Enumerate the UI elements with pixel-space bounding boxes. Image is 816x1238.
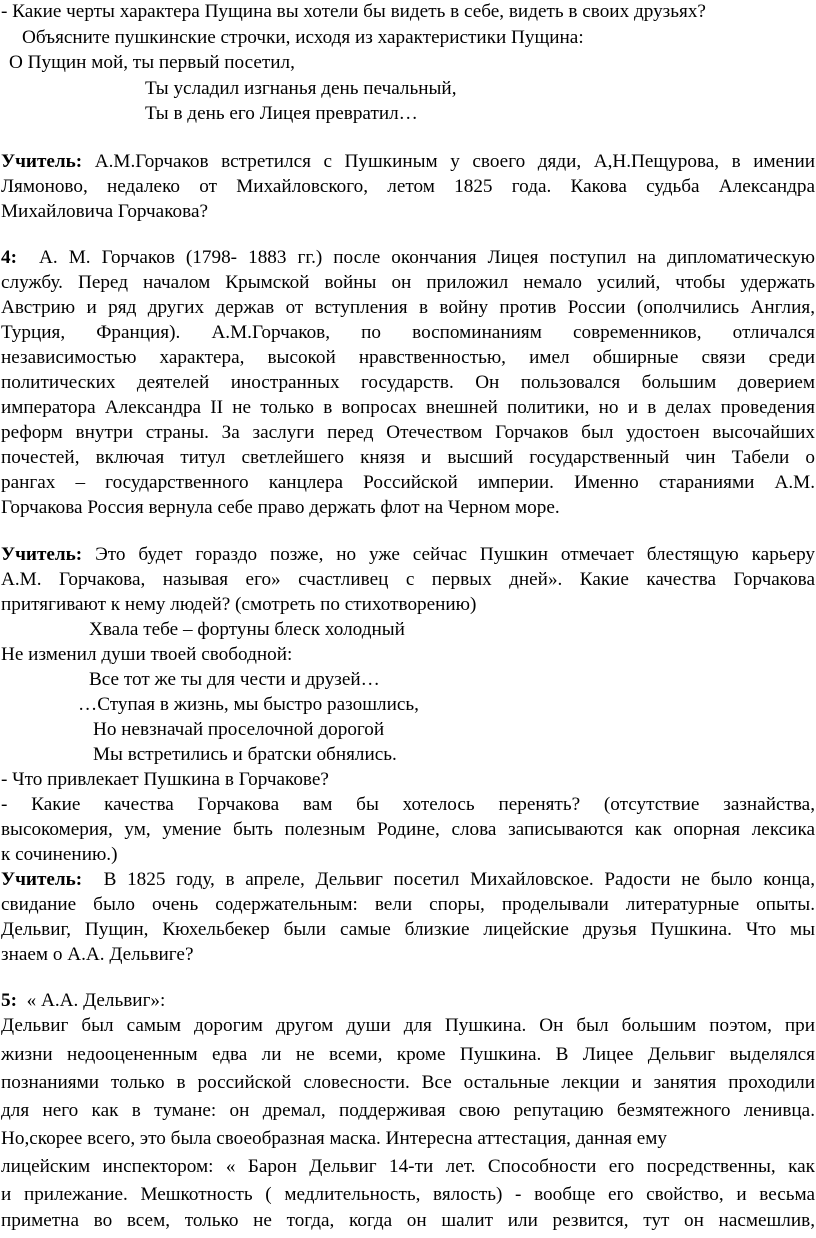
section-5-line: лицейским инспектором: « Барон Дельвиг 14-ти лет. Способности его посредственны, как bbox=[1, 1156, 815, 1177]
section-4-line: рангах – государственного канцлера Российской империи. Именно стараниями А.М. bbox=[1, 472, 815, 493]
section-4-line: службу. Перед началом Крымской войны он приложил немало усилий, чтобы удержать bbox=[1, 272, 815, 293]
poem-line: Мы встретились и братски обнялись. bbox=[93, 744, 397, 765]
section-5-line: жизни недооцененным едва ли не всеми, кроме Пушкина. В Лицее Дельвиг выделялся bbox=[1, 1044, 815, 1065]
poem-line: Ты в день его Лицея превратил… bbox=[145, 103, 418, 124]
question-line: - Какие качества Горчакова вам бы хотелось перенять? (отсутствие зазнайства, bbox=[1, 794, 815, 815]
teacher-paragraph-line: притягивают к нему людей? (смотреть по стихотворению) bbox=[1, 594, 477, 615]
poem-line: Ты усладил изгнанья день печальный, bbox=[145, 78, 457, 99]
section-5-line: для него как в тумане: он дремал, поддерживая свою репутацию безмятежного ленивца. bbox=[1, 1100, 815, 1121]
teacher-paragraph-line: Дельвиг, Пущин, Кюхельбекер были самые близкие лицейские друзья Пушкина. Что мы bbox=[1, 919, 815, 940]
section-4-line: почестей, включая титул светлейшего князя и высший государственный чин Табели о bbox=[1, 447, 815, 468]
section-5-heading: 5: « А.А. Дельвиг»: bbox=[1, 990, 166, 1011]
teacher-paragraph-line: знаем о А.А. Дельвиге? bbox=[1, 944, 194, 965]
section-4-line: Австрию и ряд других держав от вступления в войну против России (ополчились Англия, bbox=[1, 297, 815, 318]
teacher-label: Учитель: bbox=[1, 544, 83, 565]
teacher-paragraph-line: А.М. Горчакова, называя его» счастливец с первых дней». Какие качества Горчакова bbox=[1, 569, 815, 590]
section-5-line: и прилежание. Мешкотность ( медлительность, вялость) - вообще его свойство, и весьма bbox=[1, 1184, 815, 1205]
question-line: - Какие черты характера Пущина вы хотели бы видеть в себе, видеть в своих друзьях? bbox=[1, 1, 706, 22]
instruction-line: Объясните пушкинские строчки, исходя из характеристики Пущина: bbox=[22, 27, 584, 48]
section-4-line: императора Александра II не только в вопросах внешней политики, но и в делах проведения bbox=[1, 397, 815, 418]
teacher-paragraph-line: Учитель: В 1825 году, в апреле, Дельвиг посетил Михайловское. Радости не было конца, bbox=[1, 869, 815, 890]
poem-line: Хвала тебе – фортуны блеск холодный bbox=[89, 619, 405, 640]
section-4-line: Горчакова Россия вернула себе право держать флот на Черном море. bbox=[1, 497, 560, 518]
poem-line: Не изменил души твоей свободной: bbox=[1, 644, 293, 665]
section-5-line: приметна во всем, только не тогда, когда он шалит или резвится, тут он насмешлив, bbox=[1, 1210, 815, 1231]
section-number: 5: bbox=[1, 990, 17, 1011]
teacher-paragraph-line: Лямоново, недалеко от Михайловского, летом 1825 года. Какова судьба Александра bbox=[1, 176, 815, 197]
teacher-paragraph-line: свидание было очень содержательным: вели споры, проделывали литературные опыты. bbox=[1, 894, 815, 915]
section-4-line: 4: А. М. Горчаков (1798- 1883 гг.) после окончания Лицея поступил на дипломатическую bbox=[1, 247, 815, 268]
teacher-label: Учитель: bbox=[1, 869, 83, 890]
question-line: - Что привлекает Пушкина в Горчакове? bbox=[1, 769, 329, 790]
poem-line: Но невзначай проселочной дорогой bbox=[93, 719, 385, 740]
section-5-line: Дельвиг был самым дорогим другом души для Пушкина. Он был большим поэтом, при bbox=[1, 1015, 815, 1036]
teacher-paragraph-line: Михайловича Горчакова? bbox=[1, 201, 208, 222]
section-number: 4: bbox=[1, 247, 17, 268]
section-5-line: познаниями только в российской словесности. Все остальные лекции и занятия проходили bbox=[1, 1072, 815, 1093]
question-line: к сочинению.) bbox=[1, 844, 118, 865]
poem-line: Все тот же ты для чести и друзей… bbox=[89, 669, 380, 690]
teacher-label: Учитель: bbox=[1, 151, 83, 172]
section-4-line: реформ внутри страны. За заслуги перед Отечеством Горчаков был удостоен высочайших bbox=[1, 422, 815, 443]
section-4-line: независимостью характера, высокой нравственностью, имел обширные связи среди bbox=[1, 347, 815, 368]
section-4-line: Турция, Франция). А.М.Горчаков, по воспоминаниям современников, отличался bbox=[1, 322, 815, 343]
section-5-line: Но,скорее всего, это была своеобразная маска. Интересна аттестация, данная ему bbox=[1, 1128, 667, 1149]
section-4-line: политических деятелей иностранных государств. Он пользовался большим доверием bbox=[1, 372, 815, 393]
question-line: высокомерия, ум, умение быть полезным Родине, слова записываются как опорная лексика bbox=[1, 819, 815, 840]
poem-line: …Ступая в жизнь, мы быстро разошлись, bbox=[78, 694, 419, 715]
teacher-paragraph-line: Учитель: Это будет гораздо позже, но уже сейчас Пушкин отмечает блестящую карьеру bbox=[1, 544, 815, 565]
teacher-paragraph-line: Учитель: А.М.Горчаков встретился с Пушкиным у своего дяди, А,Н.Пещурова, в имении bbox=[1, 151, 816, 172]
poem-line: О Пущин мой, ты первый посетил, bbox=[9, 52, 295, 73]
